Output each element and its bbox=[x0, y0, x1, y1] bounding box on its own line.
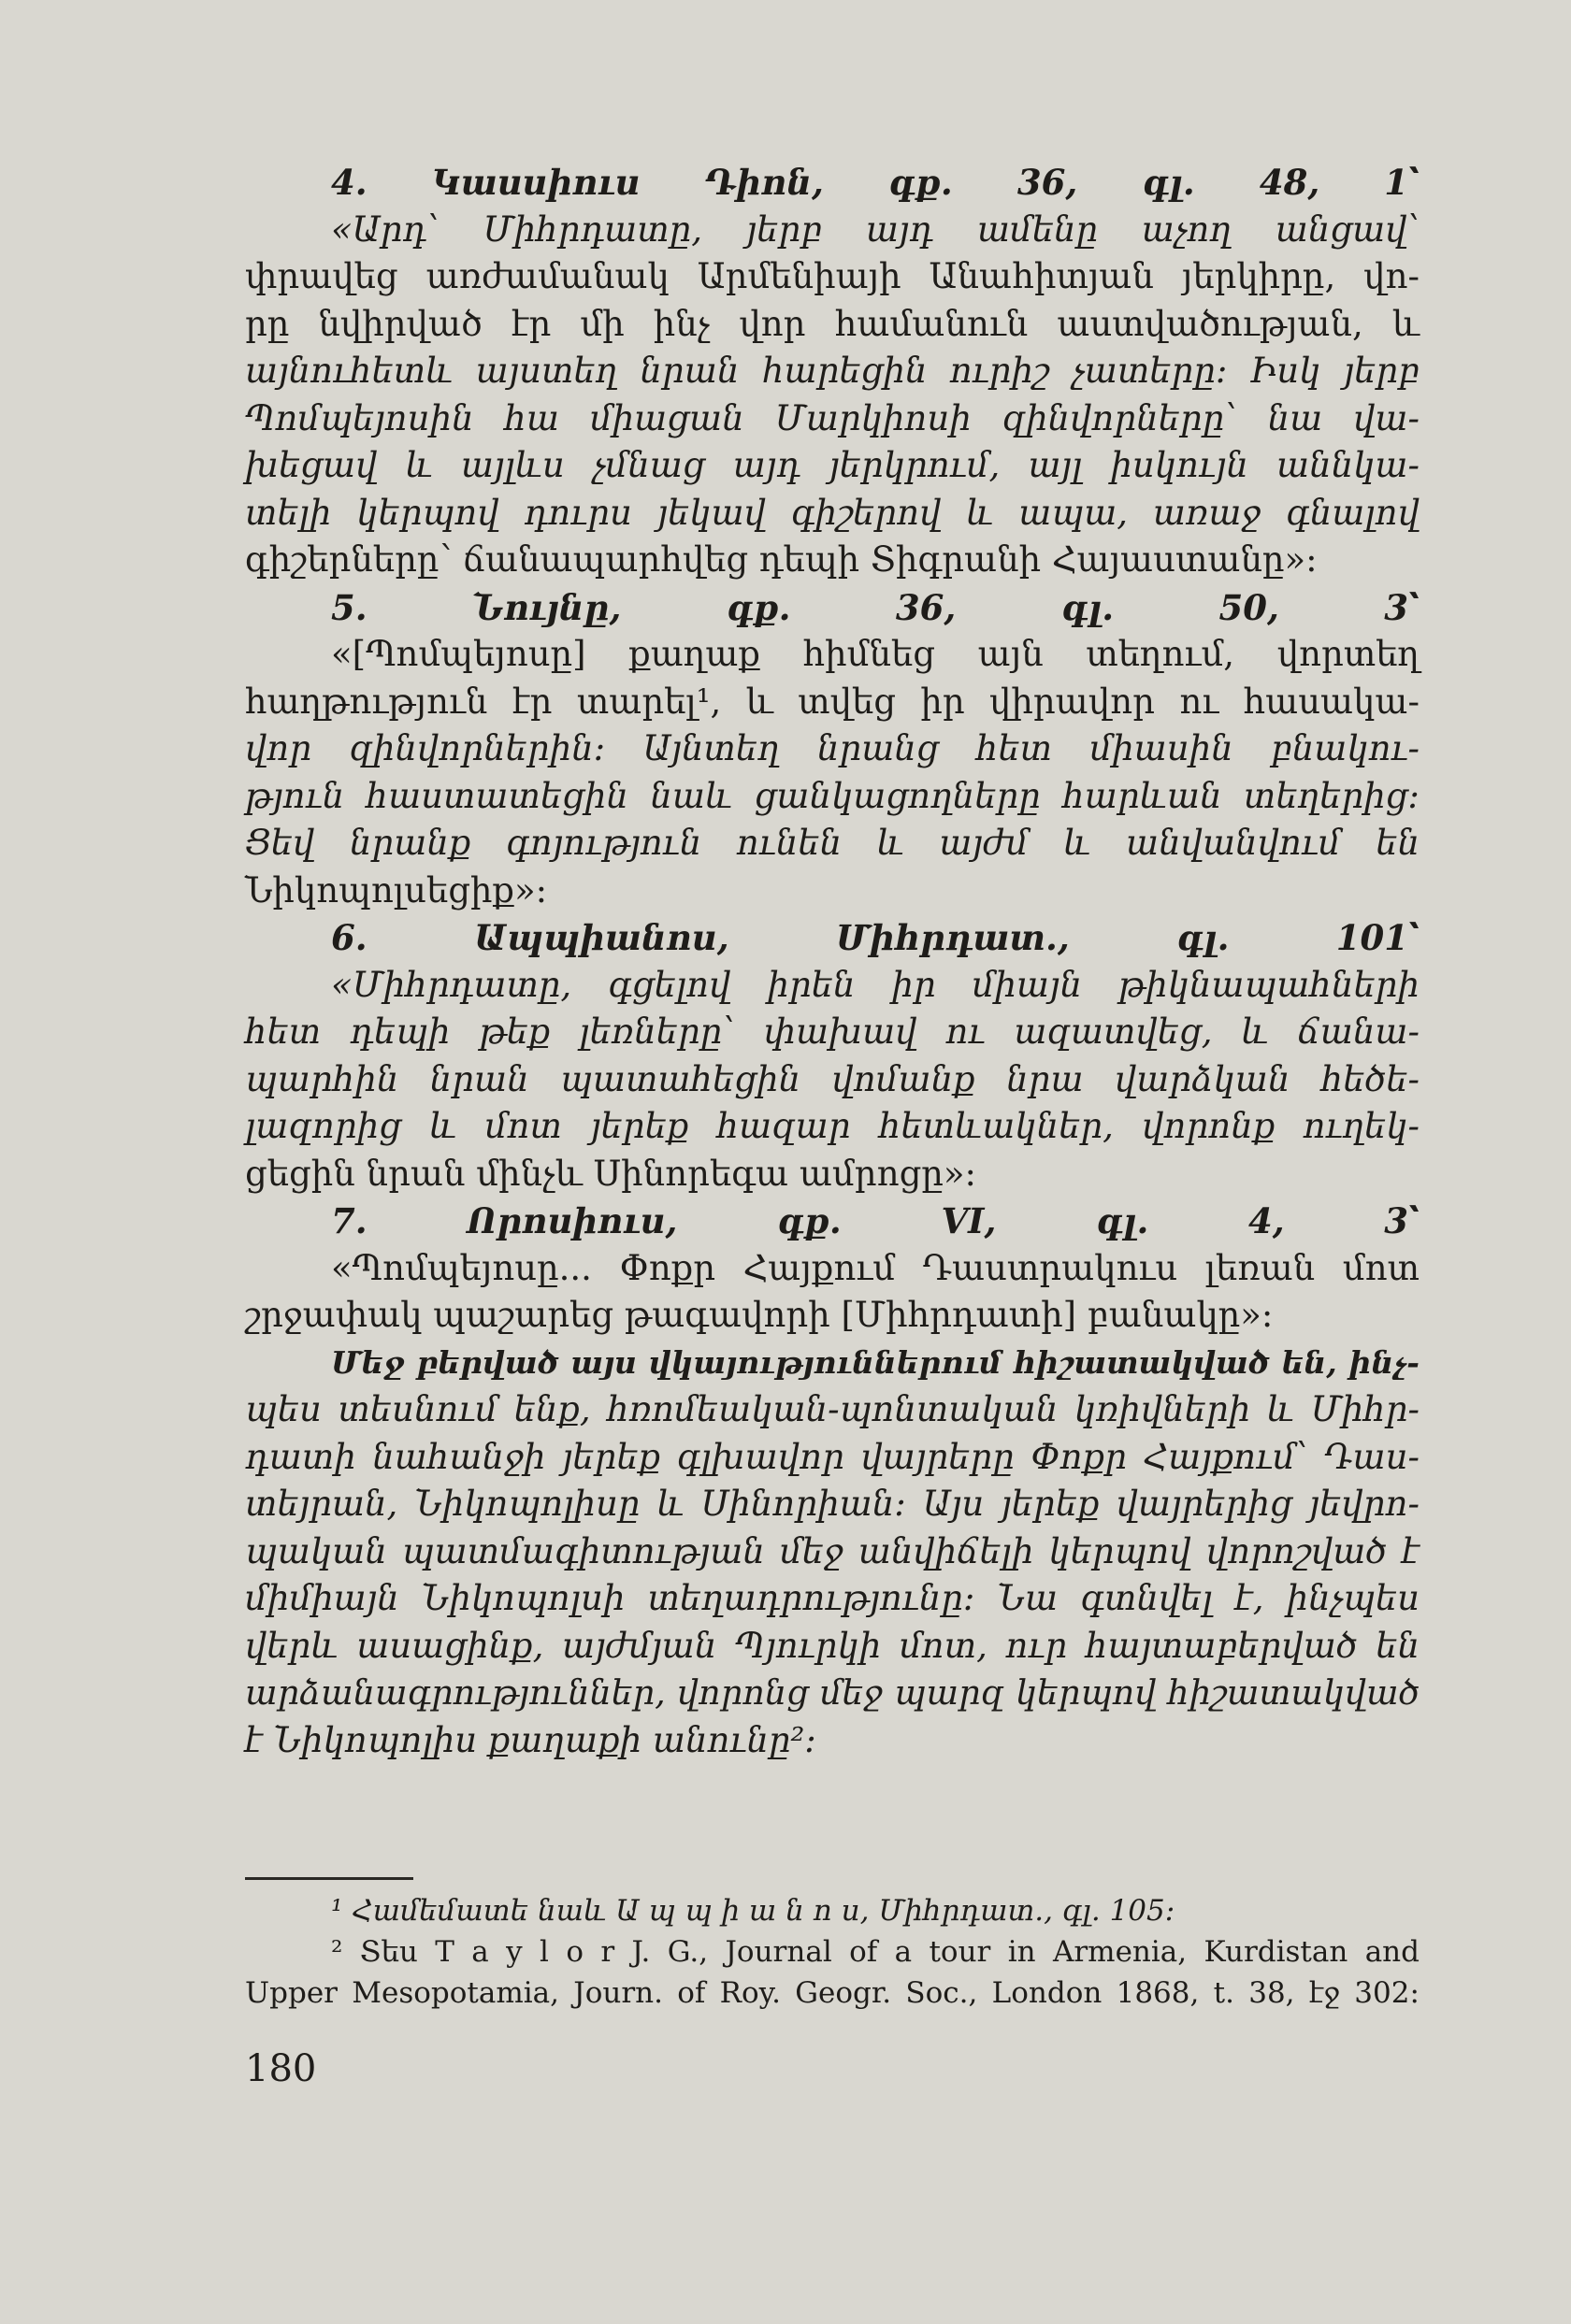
text-line: Ցեվ նրանք գոյություն ունեն և այժմ և անվանվում են bbox=[245, 823, 1420, 863]
text-line: շրջափակ պաշարեց թագավորի [Միհրդատի] բանակը»։ bbox=[245, 1295, 1274, 1335]
quote-heading: 5. Նույնը, գք. 36, գլ. 50, 3՝ bbox=[331, 586, 1420, 628]
text-line: միմիայն Նիկոպոլսի տեղադրությունը։ Նա գտնվել է, ինչպես bbox=[245, 1578, 1420, 1618]
footnote-line: Upper Mesopotamia, Journ. of Roy. Geogr. Soc., London 1868, t. 38, էջ 302։ bbox=[245, 1976, 1420, 2010]
text-line: տելի կերպով դուրս յեկավ գիշերով և ապա, առաջ գնալով bbox=[245, 492, 1420, 533]
text-line: վոր զինվորներին։ Այնտեղ նրանց հետ միասին բնակու- bbox=[245, 728, 1420, 768]
text-line: դատի նահանջի յերեք գլխավոր վայրերը Փոքր Հայքում՝ Դաս- bbox=[245, 1436, 1420, 1477]
text-line: Նիկոպոլսեցիք»։ bbox=[245, 869, 548, 911]
footnote-line: ² Տես T a y l o r J. G., Journal of a tour in Armenia, Kurdistan and bbox=[331, 1935, 1420, 1969]
text-line: հաղթություն էր տարել¹, և տվեց իր վիրավոր ու հասակա- bbox=[245, 681, 1420, 722]
text-line: «Միհրդատը, գցելով իրեն իր միայն թիկնապահների bbox=[331, 964, 1420, 1005]
text-line: արձանագրություններ, վորոնց մեջ պարզ կերպով հիշատակված bbox=[245, 1672, 1420, 1713]
text-line: այնուհետև այստեղ նրան hարեցին ուրիշ չատերը։ Իսկ յերբ bbox=[245, 351, 1420, 391]
text-line: գիշերները՝ ճանապարհվեց դեպի Տիգրանի Հայաստանը»։ bbox=[245, 539, 1318, 580]
text-line: լազորից և մոտ յերեք հազար հետևակներ, վորոնք ուղեկ- bbox=[245, 1106, 1420, 1146]
text-line: թյուն հաստատեցին նաև ցանկացողները հարևան տեղերից։ bbox=[245, 775, 1420, 816]
text-line: «[Պոմպեյոսը] քաղաք հիմնեց այն տեղում, վորտեղ bbox=[331, 634, 1420, 674]
text-line: փրավեց առժամանակ Արմենիայի Անաhիտյան յերկիրը, վո- bbox=[245, 256, 1420, 296]
quote-heading: 7. Որոսիուս, գք. VI, գլ. 4, 3՝ bbox=[331, 1200, 1420, 1241]
footnote-divider bbox=[245, 1877, 413, 1880]
text-line: ցեցին նրան մինչև Սինորեգա ամրոցը»։ bbox=[245, 1153, 977, 1194]
text-line: խեցավ և այլևս չմնաց այդ յերկրում, այլ իսկույն աննկա- bbox=[245, 445, 1420, 485]
text-line: րը նվիրված էր մի ինչ վոր hամանուն աստվածության, և bbox=[245, 303, 1420, 344]
main-text bbox=[245, 159, 1420, 1764]
text-line: հետ դեպի թեք լեռները՝ փախավ ու ազատվեց, և ճանա- bbox=[245, 1011, 1420, 1052]
page-number: 180 bbox=[245, 2047, 317, 2090]
text-line: է Նիկոպոլիս քաղաքի անունը²։ bbox=[245, 1719, 816, 1760]
text-line: Մեջ բերված այս վկայություններում հիշատակված են, ինչ- bbox=[331, 1343, 1420, 1381]
quote-heading: 6. Ապպիանոս, Միհրդատ., գլ. 101՝ bbox=[331, 917, 1420, 958]
quote-heading: 4. Կասսիուս Դիոն, գք. 36, գլ. 48, 1՝ bbox=[331, 162, 1420, 203]
footnotes bbox=[245, 1890, 1420, 2014]
text-line: պես տեսնում ենք, հռոմեական-պոնտական կռիվների և Միհր- bbox=[245, 1389, 1420, 1429]
text-line: վերև ասացինք, այժմյան Պյուրկի մոտ, ուր հայտաբերված են bbox=[245, 1625, 1420, 1666]
text-line: պական պատմագիտության մեջ անվիճելի կերպով վորոշված է bbox=[245, 1530, 1420, 1571]
text-line: «Պոմպեյոսը... Փոքր Հայքում Դաստրակուս լեռան մոտ bbox=[331, 1247, 1420, 1288]
text-line: «Արդ՝ Միհրդատը, յերբ այդ ամենը աչող անցավ՝ bbox=[331, 208, 1420, 250]
footnote-line: ¹ Համեմատե նաև Ա պ պ ի ա ն ո ս, Միհրդատ., գլ. 105։ bbox=[331, 1894, 1175, 1928]
text-line: տեյրան, Նիկոպոլիսը և Սինորիան։ Այս յերեք վայրերից յեվրո- bbox=[245, 1484, 1420, 1524]
text-line: պարհին նրան պատահեցին վոմանք նրա վարձկան հեծե- bbox=[245, 1058, 1420, 1099]
text-line: Պոմպեյոսին հա միացան Մարկիոսի զինվորները՝ նա վա- bbox=[245, 397, 1420, 438]
